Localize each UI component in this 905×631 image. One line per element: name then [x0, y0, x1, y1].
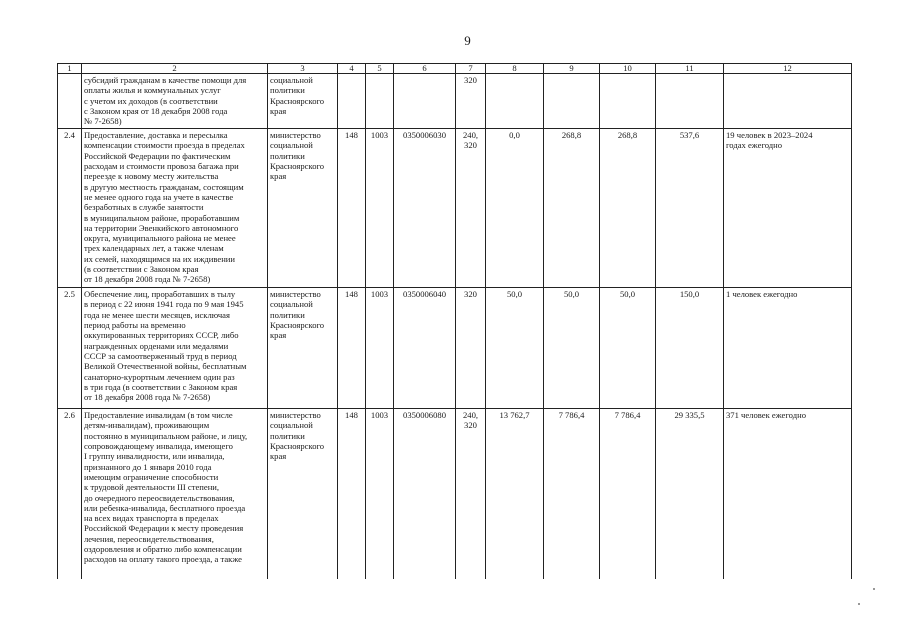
row-year-1: 0,0: [486, 129, 544, 288]
page-number: 9: [464, 33, 471, 48]
column-header: 12: [724, 64, 852, 74]
row-department: министерство социальной политики Красноярского края: [268, 129, 338, 288]
row-rzpr: 1003: [366, 129, 394, 288]
row-vr: 320: [456, 74, 486, 129]
row-year-3: [600, 74, 656, 129]
row-total: [656, 74, 724, 129]
row-year-1: [486, 74, 544, 129]
scan-speck: [873, 588, 875, 590]
row-number: 2.6: [58, 409, 82, 580]
row-number: 2.5: [58, 288, 82, 409]
row-csr: [394, 74, 456, 129]
row-total: 29 335,5: [656, 409, 724, 580]
column-header: 8: [486, 64, 544, 74]
row-year-3: 50,0: [600, 288, 656, 409]
row-total: 537,6: [656, 129, 724, 288]
row-result: 371 человек ежегодно: [724, 409, 852, 580]
column-header: 1: [58, 64, 82, 74]
row-department: министерство социальной политики Красноярского края: [268, 288, 338, 409]
row-year-2: 268,8: [544, 129, 600, 288]
row-grbs: 148: [338, 288, 366, 409]
column-number-row: [58, 64, 852, 74]
row-result: 1 человек ежегодно: [724, 288, 852, 409]
table-row: [58, 409, 852, 580]
scan-speck: [858, 603, 860, 605]
row-year-1: 13 762,7: [486, 409, 544, 580]
row-rzpr: [366, 74, 394, 129]
column-header: 9: [544, 64, 600, 74]
row-year-2: [544, 74, 600, 129]
table-row: [58, 74, 852, 129]
table-row: [58, 288, 852, 409]
row-rzpr: 1003: [366, 409, 394, 580]
row-description: Предоставление инвалидам (в том числе детям-инвалидам), проживающим постоянно в муниципальном районе, и лицу, сопровождающему инвалида, имеющего I группу инвалидности, или инвалида, признанного до 1 января 2010 года имеющим ограничение способности к трудовой деятельности III степени, до очередного переосвидетельствования, или ребенка-инвалида, бесплатного проезда на всех видах транспорта в пределах Российской Федерации к месту проведения лечения, переосвидетельствования, оздоровления и обратно либо компенсации расходов на оплату такого проезда, а также: [82, 409, 268, 580]
row-csr: 0350006040: [394, 288, 456, 409]
row-vr: 240, 320: [456, 129, 486, 288]
row-year-2: 50,0: [544, 288, 600, 409]
program-table: [57, 63, 852, 579]
column-header: 11: [656, 64, 724, 74]
row-csr: 0350006080: [394, 409, 456, 580]
column-header: 5: [366, 64, 394, 74]
row-description: субсидий гражданам в качестве помощи для оплаты жилья и коммунальных услуг с учетом их доходов (в соответствии с Законом края от 18 декабря 2008 года № 7-2658): [82, 74, 268, 129]
row-total: 150,0: [656, 288, 724, 409]
row-result: 19 человек в 2023–2024 годах ежегодно: [724, 129, 852, 288]
column-header: 7: [456, 64, 486, 74]
column-header: 2: [82, 64, 268, 74]
row-grbs: [338, 74, 366, 129]
column-header: 6: [394, 64, 456, 74]
row-rzpr: 1003: [366, 288, 394, 409]
column-header: 4: [338, 64, 366, 74]
row-description: Предоставление, доставка и пересылка компенсации стоимости проезда в пределах Российской Федерации по фактическим расходам и стоимости провоза багажа при переезде к новому месту жительства в другую местность гражданам, состоящим не менее одного года на учете в качестве безработных в службе занятости в муниципальном районе, проработавшим на территории Эвенкийского автономного округа, муниципального района не менее трех календарных лет, а также членам их семей, находящимся на их иждивении (в соответствии с Законом края от 18 декабря 2008 года № 7-2658): [82, 129, 268, 288]
row-year-3: 268,8: [600, 129, 656, 288]
table-row: [58, 129, 852, 288]
row-number: 2.4: [58, 129, 82, 288]
column-header: 10: [600, 64, 656, 74]
row-csr: 0350006030: [394, 129, 456, 288]
row-vr: 320: [456, 288, 486, 409]
row-grbs: 148: [338, 409, 366, 580]
row-description: Обеспечение лиц, проработавших в тылу в период с 22 июня 1941 года по 9 мая 1945 года не менее шести месяцев, исключая период работы на временно оккупированных территориях СССР, либо награжденных орденами или медалями СССР за самоотверженный труд в период Великой Отечественной войны, бесплатным санаторно-курортным лечением один раз в три года (в соответствии с Законом края от 18 декабря 2008 года № 7-2658): [82, 288, 268, 409]
row-grbs: 148: [338, 129, 366, 288]
column-header: 3: [268, 64, 338, 74]
row-vr: 240, 320: [456, 409, 486, 580]
row-result: [724, 74, 852, 129]
row-year-3: 7 786,4: [600, 409, 656, 580]
row-department: министерство социальной политики Красноярского края: [268, 409, 338, 580]
row-year-1: 50,0: [486, 288, 544, 409]
row-year-2: 7 786,4: [544, 409, 600, 580]
row-department: социальной политики Красноярского края: [268, 74, 338, 129]
row-number: [58, 74, 82, 129]
